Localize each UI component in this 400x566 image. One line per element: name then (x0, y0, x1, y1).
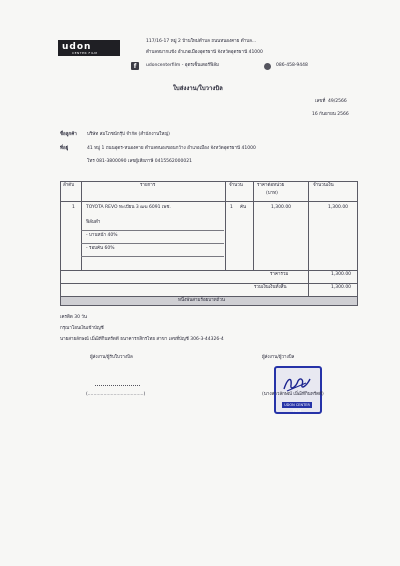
row-detail: - รอบคัน 60% (86, 246, 115, 251)
company-phone: 086-458-9448 (276, 63, 308, 68)
total-value: 1,300.00 (331, 285, 352, 290)
customer-name-label: ชื่อลูกค้า (60, 132, 77, 137)
header-item: รายการ (140, 183, 156, 188)
row-detail: - บานหน้า 40% (86, 233, 118, 238)
row-item: TOYOTA REVO ทะเบียน 3 ฒฆ 6091 เพช. (86, 205, 171, 210)
customer-contact: โทร 081-3800090 เลขผู้เสียภาษี 0415562000021 (87, 159, 192, 164)
subtotal-value: 1,300.00 (331, 272, 352, 277)
row-amount: 1,300.00 (328, 205, 349, 210)
header-qty: จำนวน (229, 183, 243, 188)
row-no: 1 (72, 205, 75, 210)
right-signer-label: ผู้ส่งงาน/ผู้วางบิล (262, 355, 295, 360)
row-detail: ฟิล์มดำ (86, 220, 101, 225)
row-qty: 1 (230, 205, 233, 210)
document-title: ใบส่งงาน/ใบวางบิล (173, 85, 223, 92)
row-unit: คัน (240, 205, 247, 210)
facebook-icon: f (131, 62, 139, 70)
subtotal-label: ราคารวม (270, 272, 289, 277)
phone-icon (264, 63, 271, 70)
row-unit-price: 1,300.00 (271, 205, 292, 210)
items-table (60, 181, 358, 297)
company-logo (58, 40, 120, 56)
header-no: ลำดับ (63, 183, 75, 188)
credit-terms: เครดิต 30 วัน (60, 315, 87, 320)
total-label: รวมเงินเงินทั้งสิ้น (254, 285, 287, 290)
header-unit-price-sub: (บาท) (266, 191, 278, 196)
customer-address-label: ที่อยู่ (60, 146, 69, 151)
left-signature-line (95, 385, 140, 386)
logo-text: udon (62, 42, 92, 52)
header-unit-price: ราคาต่อหน่วย (257, 183, 285, 188)
total-words: หนึ่งพันสามร้อยบาทถ้วน (178, 298, 225, 303)
document-number: 49/2566 (328, 99, 347, 104)
logo-subtext: CENTER FILM (72, 51, 98, 55)
transfer-note: กรุณาโอนเงินเข้าบัญชี (60, 326, 104, 331)
stamp-text: UDON CENTER FILM (282, 402, 312, 408)
company-address-line1: 117/16-17 หมู่ 2 บ้านใหม่ตำบล ถนนหนองคาย ตำบล... (146, 39, 257, 44)
document-number-label: เลขที่ (315, 99, 326, 104)
customer-address: 41 หมู่ 1 ถนนอุดร-หนองคาย ตำบลหนองขอนกว้าง อำเภอเมือง จังหวัดอุดรธานี 41000 (87, 146, 256, 151)
left-signer-label: ผู้ส่งงาน/ผู้รับใบวางบิล (90, 355, 133, 360)
header-amount: จำนวนเงิน (313, 183, 334, 188)
left-signer-name: (.......................................) (86, 392, 146, 397)
right-signer-name: (นางสาวลักษณ์ เมิ่ฒิทีกินทร์ดดี) (262, 392, 324, 397)
company-address-line2: ตำบลหมากแข้ง อำเภอเมืองอุดรธานี จังหวัดอุดรธานี 41000 (146, 50, 263, 55)
customer-name: บริษัท สมโภชน์กรุ๊ป จำกัด (สำนักงานใหญ่) (87, 132, 170, 137)
company-facebook: udoncenterfilm - อุดรเซ็นเตอร์ฟิล์ม (146, 63, 219, 68)
document-date: 16 กันยายน 2566 (312, 112, 349, 117)
bank-account: นายสายลักษณ์ เมิ่ฒิทีกินทร์ดดี ธนาคารกสิกรไทย สาขา เลขที่บัญชี 306-3-44326-4 (60, 337, 224, 342)
